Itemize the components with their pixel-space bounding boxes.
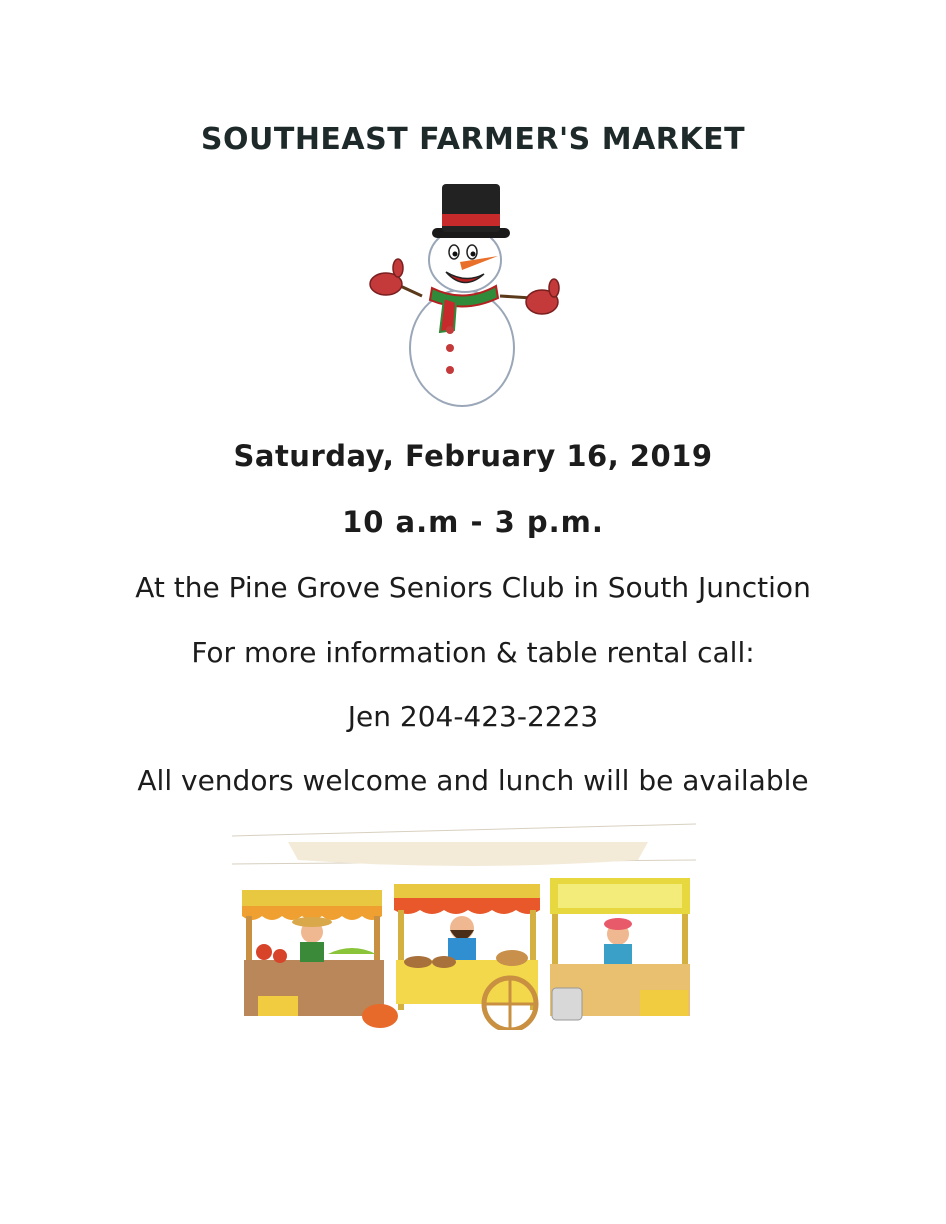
vendors-note: All vendors welcome and lunch will be available	[137, 764, 809, 797]
event-date: Saturday, February 16, 2019	[233, 439, 713, 473]
snowman-illustration	[360, 180, 570, 410]
event-time: 10 a.m - 3 p.m.	[342, 505, 604, 539]
contact-phone: Jen 204-423-2223	[347, 700, 599, 733]
market-stalls-illustration	[228, 820, 700, 1030]
info-line: For more information & table rental call:	[191, 636, 755, 669]
event-venue: At the Pine Grove Seniors Club in South Junction	[135, 571, 811, 604]
flyer-title: SOUTHEAST FARMER'S MARKET	[200, 122, 746, 157]
